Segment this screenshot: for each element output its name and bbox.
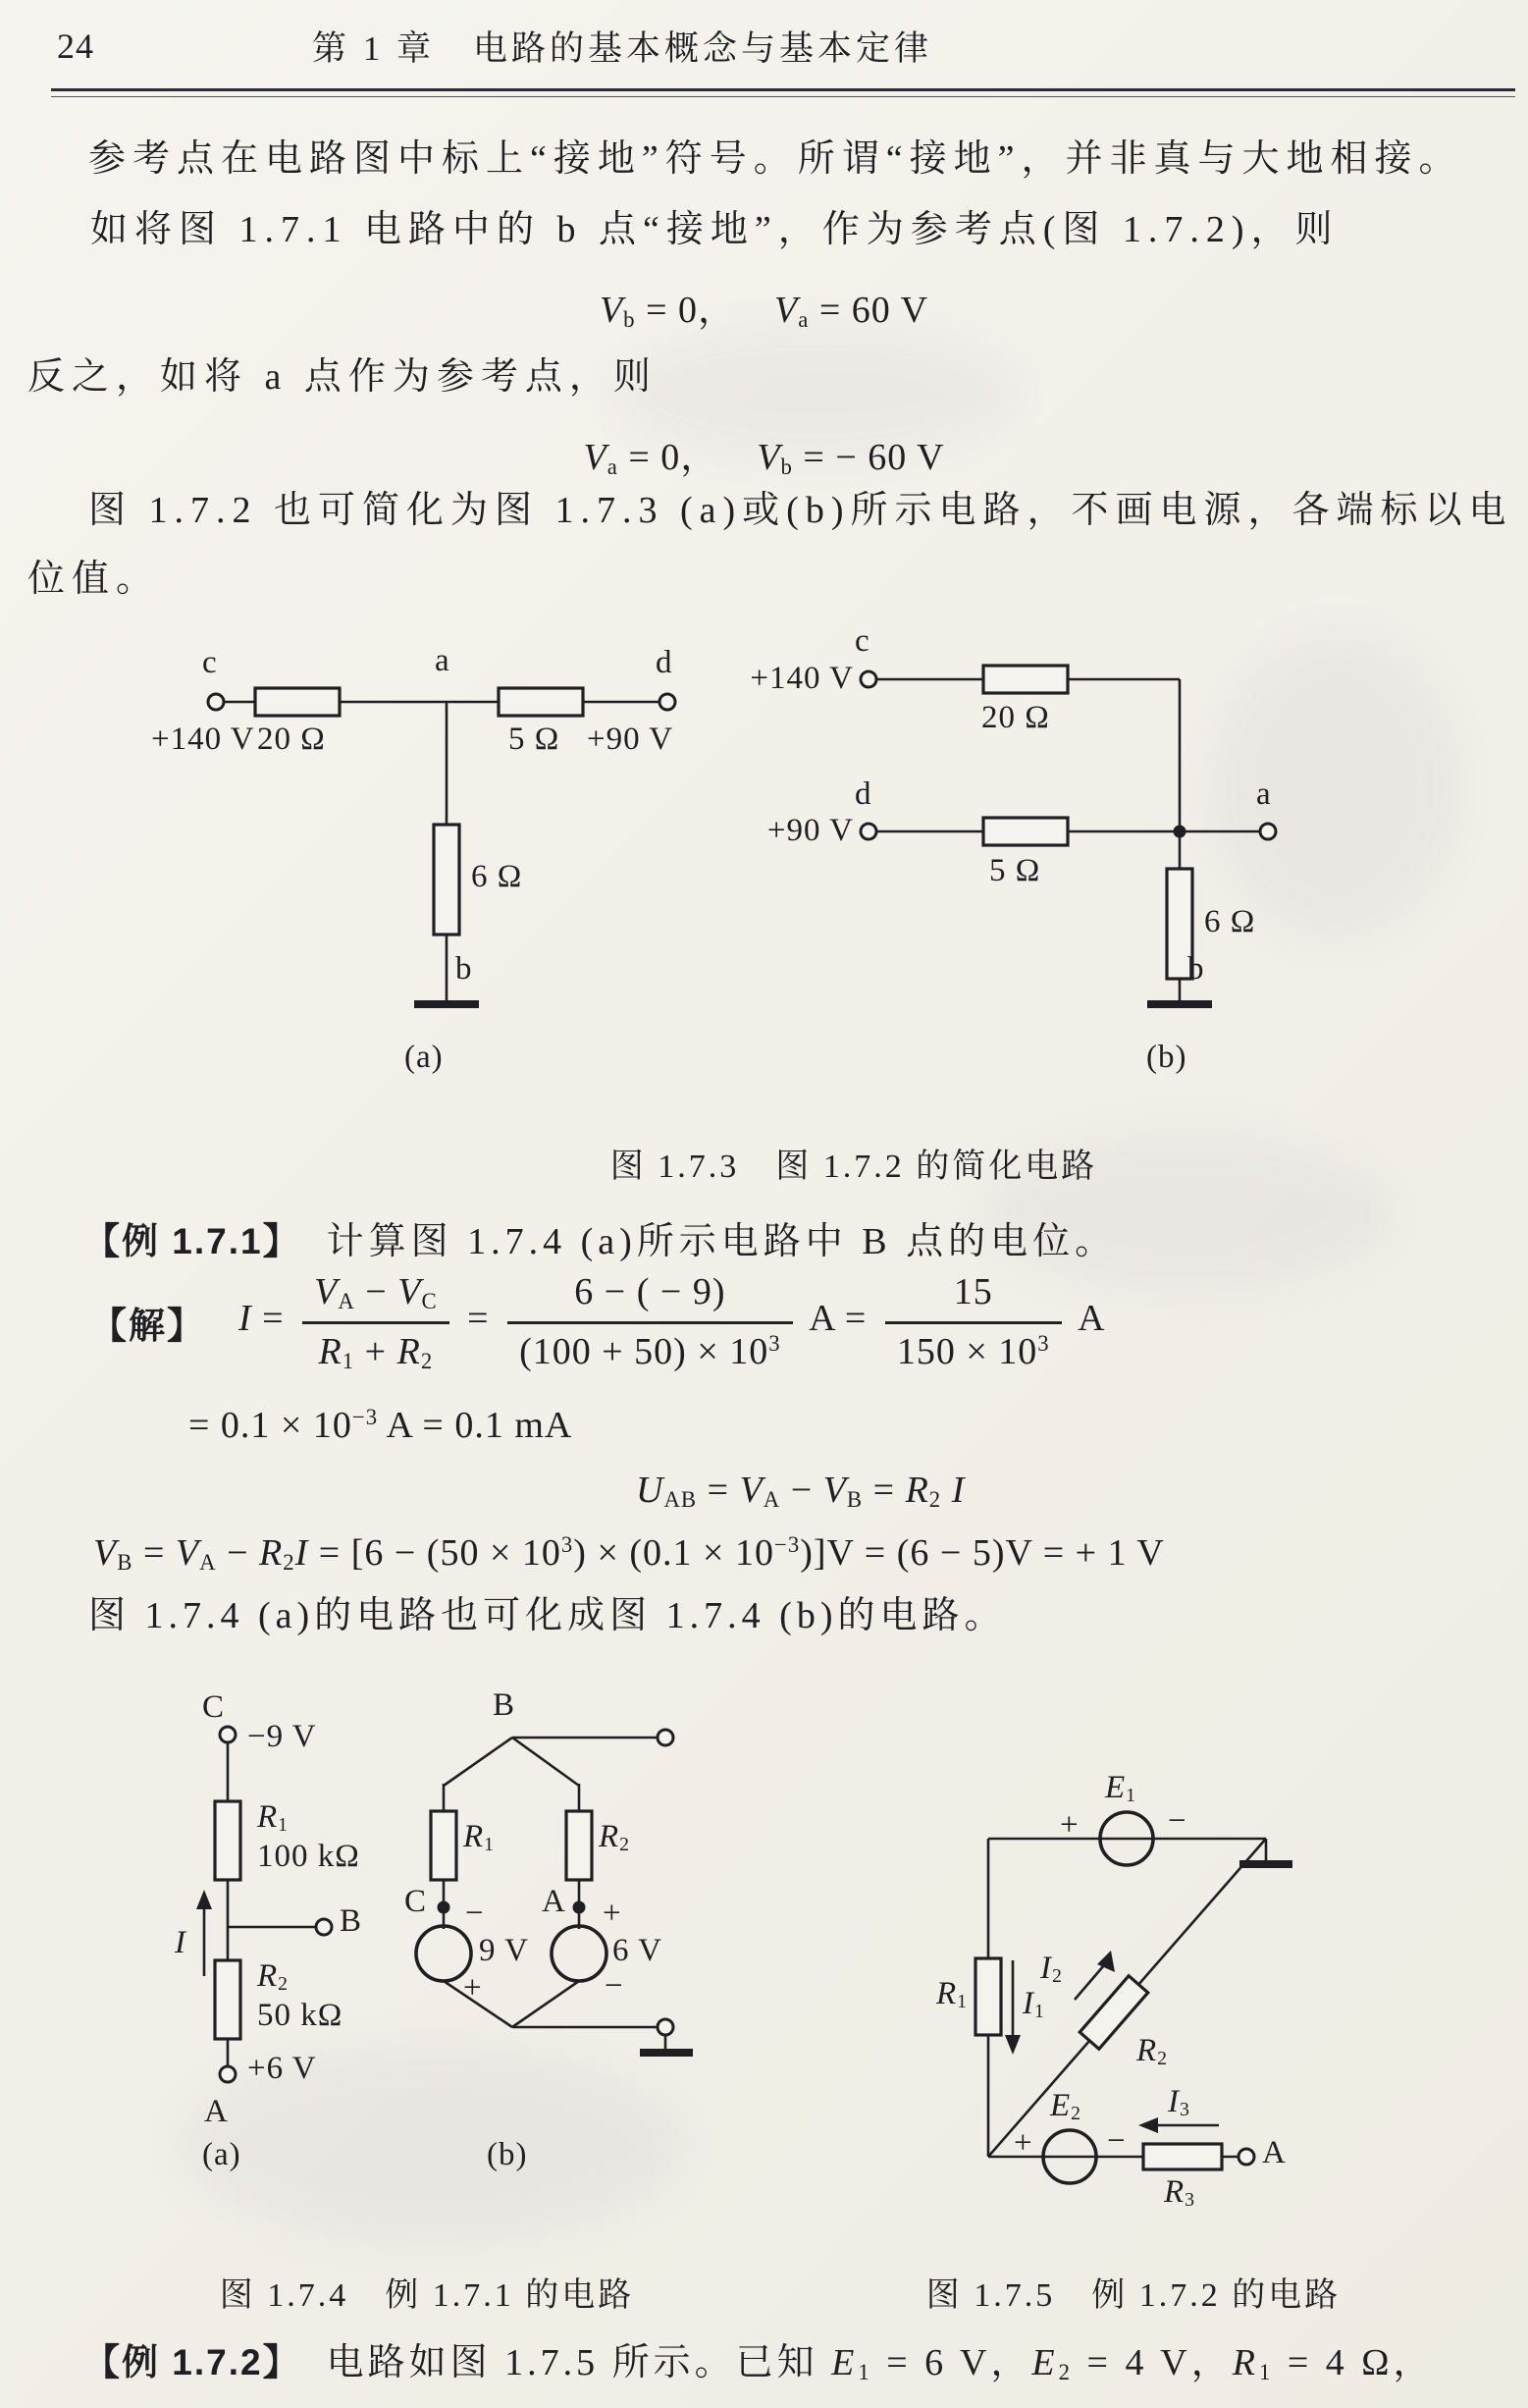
- node-label-B: B: [493, 1687, 516, 1723]
- resistor-name: $R_1$: [935, 1976, 968, 2013]
- polarity-sign: −: [605, 1968, 624, 2004]
- resistor: [983, 818, 1068, 845]
- polarity-sign: −: [1107, 2123, 1127, 2159]
- resistor-value: 50 kΩ: [257, 1998, 343, 2033]
- voltage-label: −9 V: [247, 1719, 317, 1754]
- figure-caption: 图 1.7.5 例 1.7.2 的电路: [925, 2277, 1342, 2314]
- source-circle: [552, 1926, 606, 1981]
- polarity-sign: +: [463, 1970, 483, 2006]
- equation-vb-calc: $V_B = V_A - R_2I = [6 - (50 \times 10^3) \times (0.1 \times 10^{-3})]V = (6 - 5)V$ = + 1 V: [93, 1532, 1165, 1576]
- terminal: [220, 2066, 236, 2082]
- resistor-name: $R_2$: [599, 1819, 631, 1856]
- resistor: [215, 1960, 240, 2039]
- example-text: 计算图 1.7.4 (a)所示电路中 B 点的电位。: [326, 1221, 1118, 1262]
- figure-caption: 图 1.7.4 例 1.7.1 的电路: [219, 2277, 635, 2314]
- junction-dot: [573, 1901, 586, 1914]
- resistor: [1143, 2144, 1222, 2169]
- current-arrow-icon: [1075, 1965, 1104, 2000]
- resistor: [215, 1801, 240, 1880]
- resistor-value: 20 Ω: [257, 722, 326, 757]
- node-label-c: c: [855, 623, 870, 659]
- terminal: [658, 1730, 673, 1745]
- resistor: [431, 1811, 456, 1880]
- terminal: [659, 694, 675, 710]
- wire: [512, 1738, 579, 1786]
- paragraph-line: 如将图 1.7.1 电路中的 b 点“接地”，作为参考点(图 1.7.2)，则: [90, 209, 1340, 250]
- example-heading: [83, 1211, 1117, 1265]
- circuit-diagram-1-7-5: [903, 1742, 1413, 2273]
- equation-va-vb: $V_a = 0$， $V_b$ = − 60 V: [583, 437, 945, 480]
- wire: [444, 1738, 512, 1786]
- solution-line: [90, 1268, 1106, 1375]
- terminal: [208, 694, 224, 710]
- figure-sublabel: (a): [404, 1040, 444, 1075]
- resistor: [434, 825, 459, 935]
- resistor: [566, 1811, 592, 1880]
- current-label: I: [175, 1925, 186, 1960]
- paragraph-line: 图 1.7.2 也可简化为图 1.7.3 (a)或(b)所示电路，不画电源，各端标以电: [88, 490, 1513, 531]
- paragraph-line: 参考点在电路图中标上“接地”符号。所谓“接地”，并非真与大地相接。: [88, 138, 1463, 180]
- paragraph-line: 图 1.7.4 (a)的电路也可化成图 1.7.4 (b)的电路。: [88, 1595, 1007, 1636]
- source-name: $E_1$: [1105, 1770, 1137, 1807]
- resistor-value: 20 Ω: [981, 700, 1050, 735]
- terminal: [658, 2019, 673, 2035]
- resistor-name: $R_1$: [463, 1819, 496, 1856]
- terminal: [861, 824, 876, 839]
- example-text: 电路如图 1.7.5 所示。已知 $E_1 = 6$ V，$E_2 = 4$ V，$R_1 = 4$ Ω，: [326, 2342, 1435, 2385]
- polarity-sign: +: [603, 1896, 622, 1931]
- paragraph-line: 反之，如将 a 点作为参考点，则: [27, 356, 658, 398]
- figure-1-7-4: [59, 1684, 765, 2204]
- junction-dot: [1174, 826, 1186, 838]
- junction-dot: [438, 1901, 450, 1914]
- chapter-title: 第 1 章 电路的基本概念与基本定律: [312, 29, 933, 68]
- figure-1-7-5: [903, 1742, 1413, 2273]
- resistor: [499, 688, 583, 716]
- node-label-a: a: [435, 643, 450, 678]
- terminal: [1238, 2149, 1254, 2165]
- current-label: $I_1$: [1023, 1986, 1045, 2023]
- current-label: $I_2$: [1040, 1951, 1063, 1988]
- node-label-A: A: [204, 2094, 229, 2129]
- resistor: [255, 688, 340, 716]
- source-value: 6 V: [612, 1933, 662, 1968]
- node-label-C: C: [202, 1689, 226, 1725]
- terminal: [220, 1727, 236, 1742]
- source-name: $E_2$: [1050, 2088, 1082, 2125]
- current-arrow-icon: [1138, 2117, 1158, 2133]
- resistor-value: 5 Ω: [989, 853, 1041, 888]
- voltage-label: +90 V: [766, 813, 854, 848]
- resistor-name: $R_1$: [257, 1799, 290, 1837]
- example-tag: 【例 1.7.1】: [83, 1221, 301, 1261]
- resistor-value: 6 Ω: [1204, 904, 1256, 939]
- node-label-b: b: [1187, 951, 1205, 987]
- current-label: $I_3$: [1168, 2084, 1190, 2121]
- terminal: [316, 1919, 332, 1935]
- polarity-sign: −: [465, 1896, 485, 1931]
- header-rule: [51, 88, 1515, 97]
- node-label-c: c: [202, 645, 218, 680]
- resistor-value: 100 kΩ: [257, 1839, 360, 1874]
- voltage-label: +140 V: [151, 722, 255, 757]
- resistor-value: 5 Ω: [508, 722, 560, 757]
- figure-sublabel: (b): [487, 2137, 528, 2172]
- terminal: [1260, 824, 1276, 839]
- resistor: [975, 1958, 1001, 2035]
- figure-1-7-3: [137, 623, 1394, 1097]
- figure-sublabel: (a): [202, 2137, 241, 2172]
- resistor-name: $R_2$: [257, 1958, 290, 1996]
- node-label-A: A: [542, 1884, 566, 1919]
- example-heading: [83, 2332, 1435, 2386]
- figure-sublabel: (b): [1146, 1040, 1187, 1075]
- source-value: 9 V: [479, 1933, 529, 1968]
- resistor-name: $R_3$: [1164, 2174, 1196, 2212]
- node-label-d: d: [855, 776, 872, 812]
- terminal: [861, 671, 876, 687]
- voltage-label: +140 V: [750, 661, 854, 696]
- node-label-C: C: [404, 1884, 428, 1919]
- polarity-sign: −: [1168, 1803, 1187, 1839]
- resistor: [983, 666, 1068, 693]
- node-label-b: b: [455, 951, 473, 987]
- solution-equation: I = $\frac{V_A - V_C}{R_1 + R_2}$ = $\frac{6 - ( - 9)}{(100 + 50) \times 10^3}$ A = $\frac{15}{150 \times 10^3}$ A: [238, 1268, 1106, 1375]
- node-label-A: A: [1262, 2135, 1287, 2170]
- node-label-a: a: [1256, 776, 1272, 812]
- resistor-name: $R_2$: [1136, 2033, 1169, 2070]
- wire: [512, 1981, 579, 2027]
- current-arrow-icon: [196, 1890, 212, 1909]
- current-arrow-icon: [1005, 2035, 1021, 2055]
- resistor-value: 6 Ω: [471, 859, 523, 894]
- equation-uab: $U_{AB} = V_A - V_B = R_2$ I: [636, 1470, 966, 1513]
- voltage-label: +6 V: [247, 2051, 317, 2086]
- node-label-B: B: [340, 1903, 363, 1939]
- paragraph-line: 位值。: [27, 559, 161, 600]
- node-label-d: d: [656, 645, 673, 680]
- example-tag: 【例 1.7.2】: [83, 2342, 301, 2382]
- voltage-label: +90 V: [587, 722, 674, 757]
- polarity-sign: +: [1060, 1807, 1080, 1843]
- equation-vb-va: $V_b = 0$， $V_a = 60$ V: [599, 290, 929, 333]
- figure-caption: 图 1.7.3 图 1.7.2 的简化电路: [609, 1149, 1098, 1185]
- polarity-sign: +: [1014, 2125, 1033, 2161]
- solution-tag: 【解】: [90, 1305, 205, 1346]
- solution-continuation: = $0.1 \times 10^{-3}$ A = 0.1 mA: [188, 1405, 573, 1446]
- page-number: 24: [57, 27, 94, 66]
